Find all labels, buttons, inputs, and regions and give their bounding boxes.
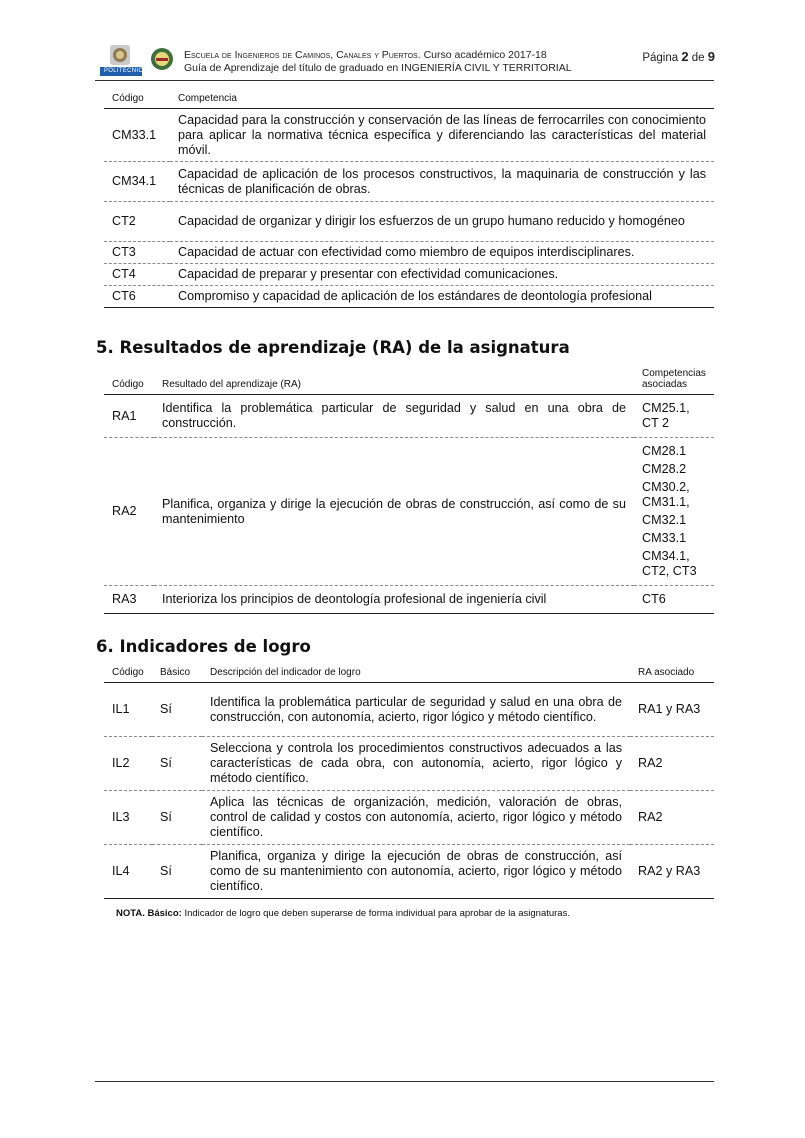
- row-code: IL4: [104, 845, 152, 899]
- row-desc: Selecciona y controla los procedimientos constructivos adecuados a las características de cada obra, con autonomía, acierto, rigor lógico y método científico.: [202, 737, 630, 791]
- competencias-table: [104, 93, 714, 308]
- table-row: [104, 264, 714, 286]
- table-header-row: [104, 368, 714, 395]
- table-row: [104, 845, 714, 899]
- guide-title: Guía de Aprendizaje del título de graduado en INGENIERÍA CIVIL Y TERRITORIAL: [184, 62, 572, 74]
- table-header-row: [104, 667, 714, 683]
- row-desc: Planifica, organiza y dirige la ejecución de obras de construcción, así como de su mantenimiento: [154, 438, 634, 586]
- header-rule: [95, 80, 714, 81]
- indicadores-table: [104, 667, 714, 899]
- row-code: CT4: [104, 264, 170, 286]
- row-code: IL3: [104, 791, 152, 845]
- row-competencias: [634, 395, 714, 438]
- row-desc: Identifica la problemática particular de seguridad y salud en una obra de construcción.: [154, 395, 634, 438]
- row-code: RA3: [104, 586, 154, 614]
- competencia-item: CT6: [642, 592, 666, 606]
- row-basic: Sí: [152, 791, 202, 845]
- row-desc: Capacidad para la construcción y conservación de las líneas de ferrocarriles con conocimiento para aplicar la normativa técnica específica y diferenciando las características del material móvil.: [170, 109, 714, 162]
- col-header-basic: Básico: [152, 667, 202, 683]
- row-code: IL2: [104, 737, 152, 791]
- row-competencias: [634, 438, 714, 586]
- table-row: [104, 586, 714, 614]
- col-header-code: Código: [104, 667, 152, 683]
- section-6-title: 6. Indicadores de logro: [96, 637, 311, 656]
- competencia-item: CM33.1: [642, 531, 687, 545]
- table-row: [104, 286, 714, 308]
- row-ra: RA2: [630, 791, 714, 845]
- col-header-ra: RA asociado: [630, 667, 714, 683]
- row-desc: Identifica la problemática particular de seguridad y salud en una obra de construcción, con autonomía, acierto, rigor lógico y método científico.: [202, 683, 630, 737]
- row-desc: Capacidad de aplicación de los procesos constructivos, la maquinaria de construcción y las técnicas de planificación de obras.: [170, 162, 714, 202]
- page-label: Página: [642, 52, 679, 64]
- nota-text: Indicador de logro que deben superarse de forma individual para aprobar de la asignaturas.: [184, 908, 570, 919]
- competencia-item: CM30.2, CM31.1,: [642, 480, 690, 509]
- row-basic: Sí: [152, 845, 202, 899]
- row-ra: RA2 y RA3: [630, 845, 714, 899]
- row-code: CT3: [104, 242, 170, 264]
- col-header-desc: Descripción del indicador de logro: [202, 667, 630, 683]
- nota-label: NOTA. Básico:: [116, 908, 182, 919]
- competencia-item: CM32.1: [642, 513, 687, 527]
- row-code: RA2: [104, 438, 154, 586]
- table-row: [104, 737, 714, 791]
- page-total: 9: [707, 49, 715, 64]
- page-of: de: [691, 52, 705, 64]
- row-desc: Capacidad de organizar y dirigir los esfuerzos de un grupo humano reducido y homogéneo: [170, 202, 714, 242]
- row-code: CT6: [104, 286, 170, 308]
- row-code: CM33.1: [104, 109, 170, 162]
- table-row: [104, 202, 714, 242]
- footer-rule: [95, 1081, 714, 1082]
- page-number: [642, 49, 715, 64]
- table-row: [104, 162, 714, 202]
- row-desc: Planifica, organiza y dirige la ejecución de obras de construcción, así como de su mantenimiento con autonomía, acierto, rigor lógico y método científico.: [202, 845, 630, 899]
- resultados-table: [104, 368, 714, 614]
- school-crest-logo: [150, 47, 174, 71]
- table-row: [104, 683, 714, 737]
- row-desc: Capacidad de actuar con efectividad como miembro de equipos interdisciplinares.: [170, 242, 714, 264]
- col-header-desc: Competencia: [170, 93, 714, 109]
- row-basic: Sí: [152, 737, 202, 791]
- row-code: CM34.1: [104, 162, 170, 202]
- page-header: [100, 45, 715, 77]
- row-basic: Sí: [152, 683, 202, 737]
- table-row: [104, 109, 714, 162]
- row-desc: Interioriza los principios de deontología profesional de ingeniería civil: [154, 586, 634, 614]
- table-row: [104, 242, 714, 264]
- competencia-item: CM34.1, CT2, CT3: [642, 549, 697, 578]
- row-code: CT2: [104, 202, 170, 242]
- col-header-desc: Resultado del aprendizaje (RA): [154, 368, 634, 395]
- table-row: [104, 438, 714, 586]
- row-desc: Compromiso y capacidad de aplicación de los estándares de deontología profesional: [170, 286, 714, 308]
- row-code: IL1: [104, 683, 152, 737]
- section-5-title: 5. Resultados de aprendizaje (RA) de la asignatura: [96, 338, 570, 357]
- competencia-item: CM28.1: [642, 444, 687, 458]
- row-desc: Aplica las técnicas de organización, medición, valoración de obras, control de calidad y costos con autonomía, acierto, rigor lógico y método científico.: [202, 791, 630, 845]
- row-ra: RA1 y RA3: [630, 683, 714, 737]
- row-competencias: [634, 586, 714, 614]
- col-header-comp: Competencias asociadas: [634, 368, 714, 395]
- table-row: [104, 395, 714, 438]
- university-logo: [100, 45, 148, 77]
- col-header-code: Código: [104, 368, 154, 395]
- table-header-row: [104, 93, 714, 109]
- row-code: RA1: [104, 395, 154, 438]
- competencia-item: CM25.1, CT 2: [642, 401, 690, 430]
- school-name: Escuela de Ingenieros de Caminos, Canales y Puertos.: [184, 49, 421, 61]
- logo-text: POLITÉCNICA: [104, 68, 148, 74]
- header-text: [184, 49, 572, 75]
- row-ra: RA2: [630, 737, 714, 791]
- col-header-code: Código: [104, 93, 170, 109]
- table-row: [104, 791, 714, 845]
- academic-year: Curso académico 2017-18: [423, 49, 547, 61]
- page-current: 2: [681, 49, 689, 64]
- row-desc: Capacidad de preparar y presentar con efectividad comunicaciones.: [170, 264, 714, 286]
- nota-footnote: [116, 908, 570, 919]
- competencia-item: CM28.2: [642, 462, 687, 476]
